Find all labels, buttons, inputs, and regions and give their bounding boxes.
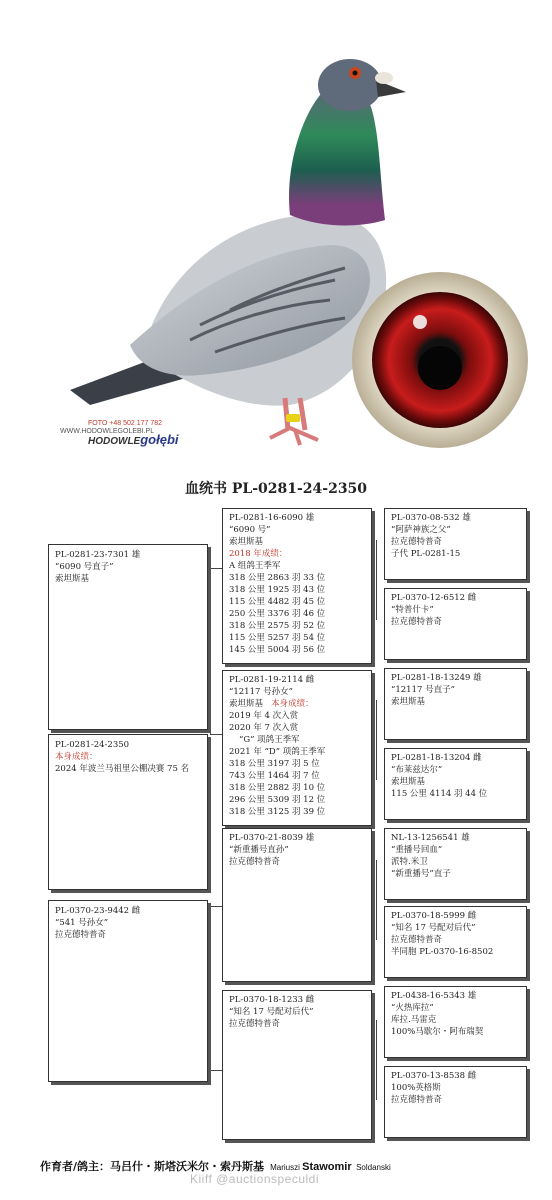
ggp2-line: 拉克德特普奇 [391,617,443,627]
gp3-ring: PL-0370-21-8039 雄 [229,833,315,843]
ggp5-line: NL-13-1256541 雄 [391,833,470,843]
connector-line [376,1020,377,1100]
gp1-nickname: “6090 号” [229,525,271,535]
ggp7-line: 库拉.马雷克 [391,1015,437,1025]
watermark: Kiiff @auctionspeculdi [190,1172,320,1186]
gp2-result: 743 公里 1464 羽 7 位 [229,771,320,781]
gp3-nickname: “新重播号直孙” [229,845,289,855]
subject-card[interactable] [48,734,208,890]
photo-credit-phone: FOTO +48 502 177 782 [88,420,163,427]
gp2-result: 318 公里 3125 羽 39 位 [229,807,326,817]
great-grandparent-card-3[interactable] [384,668,527,740]
connector-line [210,734,222,735]
gp1-result: 318 公里 2575 羽 52 位 [229,621,326,631]
grandparent-card-2[interactable] [222,670,372,826]
gp2-result: 318 公里 2882 羽 10 位 [229,783,326,793]
ggp5-line: “重播号回血” [391,845,443,855]
gp1-breeder: 索坦斯基 [229,537,264,547]
sire-card[interactable] [48,544,208,730]
ggp2-line: “特普什卡” [391,605,434,615]
gp4-breeder: 拉克德特普奇 [229,1019,281,1029]
gp2-result: 318 公里 3197 羽 5 位 [229,759,320,769]
gp4-ring: PL-0370-18-1233 雌 [229,995,315,1005]
subject-result: 2024 年波兰马祖里公棚决赛 75 名 [55,764,190,774]
subject-ring: PL-0281-24-2350 [55,740,130,750]
dam-ring: PL-0370-23-9442 雌 [55,906,141,916]
ggp4-line: PL-0281-18-13204 雌 [391,753,482,763]
ggp6-line: PL-0370-18-5999 雌 [391,911,477,921]
connector-line [210,906,211,1070]
gp1-result: 250 公里 3376 羽 46 位 [229,609,326,619]
connector-line [376,860,377,940]
great-grandparent-card-6[interactable] [384,906,527,978]
great-grandparent-card-1[interactable] [384,508,527,580]
gp4-nickname: “知名 17 号配对后代” [229,1007,314,1017]
grandparent-card-1[interactable] [222,508,372,664]
breeder-latin-3: Soldanski [356,1163,391,1172]
ggp8-line: 拉克德特普奇 [391,1095,443,1105]
ggp3-line: 索坦斯基 [391,697,426,707]
gp2-result: 296 公里 5309 羽 12 位 [229,795,326,805]
gp1-result: A 组鸽王季军 [229,561,281,571]
gp2-results-label: 本身成绩： [271,699,314,709]
gp2-result: 2021 年 “D” 项鸽王季军 [229,747,326,757]
gp2-breeder: 索坦斯基 [229,699,264,709]
ggp2-line: PL-0370-12-6512 雌 [391,593,477,603]
ggp8-line: 100%英格斯 [391,1083,441,1093]
great-grandparent-card-2[interactable] [384,588,527,660]
pedigree-title: 血统书 PL-0281-24-2350 [184,481,368,497]
gp1-results-label: 2018 年成绩： [229,549,288,559]
grandparent-card-4[interactable] [222,990,372,1140]
sire-breeder: 索坦斯基 [55,574,90,584]
great-grandparent-card-4[interactable] [384,748,527,820]
ggp1-line: 拉克德特普奇 [391,537,443,547]
connector-line [210,568,222,569]
sire-nickname: “6090 号直子” [55,562,114,572]
gp1-result: 145 公里 5004 羽 56 位 [229,645,326,655]
breeder-latin-1: Mariuszi [270,1163,300,1172]
ggp3-line: PL-0281-18-13249 雄 [391,673,482,683]
ggp5-line: “新重播号”直子 [391,869,451,879]
gp2-result: “G” 项鸽王季军 [239,735,300,745]
gp1-result: 115 公里 4482 羽 45 位 [229,597,326,607]
breeder-latin-name [268,1163,391,1172]
connector-line [210,1070,222,1071]
connector-line [210,906,222,907]
great-grandparent-card-5[interactable] [384,828,527,900]
ggp3-line: “12117 号直子” [391,685,455,695]
ggp1-line: PL-0370-08-532 雄 [391,513,471,523]
gp2-ring: PL-0281-19-2114 雌 [229,675,315,685]
ggp7-line: 100%马歇尔・阿布瑞契 [391,1027,484,1037]
ggp4-line: 索坦斯基 [391,777,426,787]
gp2-breeder-row [229,698,365,710]
gp1-ring: PL-0281-16-6090 雄 [229,513,315,523]
gp1-result: 318 公里 2863 羽 33 位 [229,573,326,583]
dam-nickname: “541 号孙女” [55,918,109,928]
gp1-result: 115 公里 5257 羽 54 位 [229,633,326,643]
gp2-nickname: “12117 号孙女” [229,687,293,697]
pigeon-photo [0,0,552,470]
ggp4-line: “布莱兹达尔” [391,765,443,775]
dam-breeder: 拉克德特普奇 [55,930,107,940]
logo-suffix: gołębi [140,432,179,447]
connector-line [376,700,377,780]
breeder-label: 作育者/鸽主：马吕什・斯塔沃米尔・索丹斯基 [40,1160,265,1173]
ggp6-line: 拉克德特普奇 [391,935,443,945]
ggp1-line: 子代 PL-0281-15 [391,549,461,559]
connector-line [210,568,211,734]
ggp8-line: PL-0370-13-8538 雌 [391,1071,477,1081]
dam-card[interactable] [48,900,208,1082]
ggp6-line: “知名 17 号配对后代” [391,923,476,933]
gp2-result: 2020 年 7 次入赏 [229,723,299,733]
photo-credit-site: WWW.HODOWLEGOLEBI.PL [60,428,155,435]
great-grandparent-card-7[interactable] [384,986,527,1058]
logo-prefix: HODOWLE [88,436,141,447]
gp1-result: 318 公里 1925 羽 43 位 [229,585,326,595]
gp2-result: 2019 年 4 次入赏 [229,711,299,721]
ggp1-line: “阿萨神族之父” [391,525,451,535]
connector-line [376,540,377,620]
great-grandparent-card-8[interactable] [384,1066,527,1138]
ggp7-line: “火热库拉” [391,1003,434,1013]
breeder-latin-2: Stawomir [302,1161,352,1173]
gp3-breeder: 拉克德特普奇 [229,857,281,867]
grandparent-card-3[interactable] [222,828,372,982]
ggp6-line: 半同胞 PL-0370-16-8502 [391,947,494,957]
hodowle-logo [88,432,179,447]
ggp5-line: 派特.米卫 [391,857,428,867]
ggp4-line: 115 公里 4114 羽 44 位 [391,789,488,799]
ggp7-line: PL-0438-16-5343 雄 [391,991,477,1001]
sire-ring: PL-0281-23-7301 雄 [55,550,141,560]
subject-results-label: 本身成绩： [55,752,98,762]
